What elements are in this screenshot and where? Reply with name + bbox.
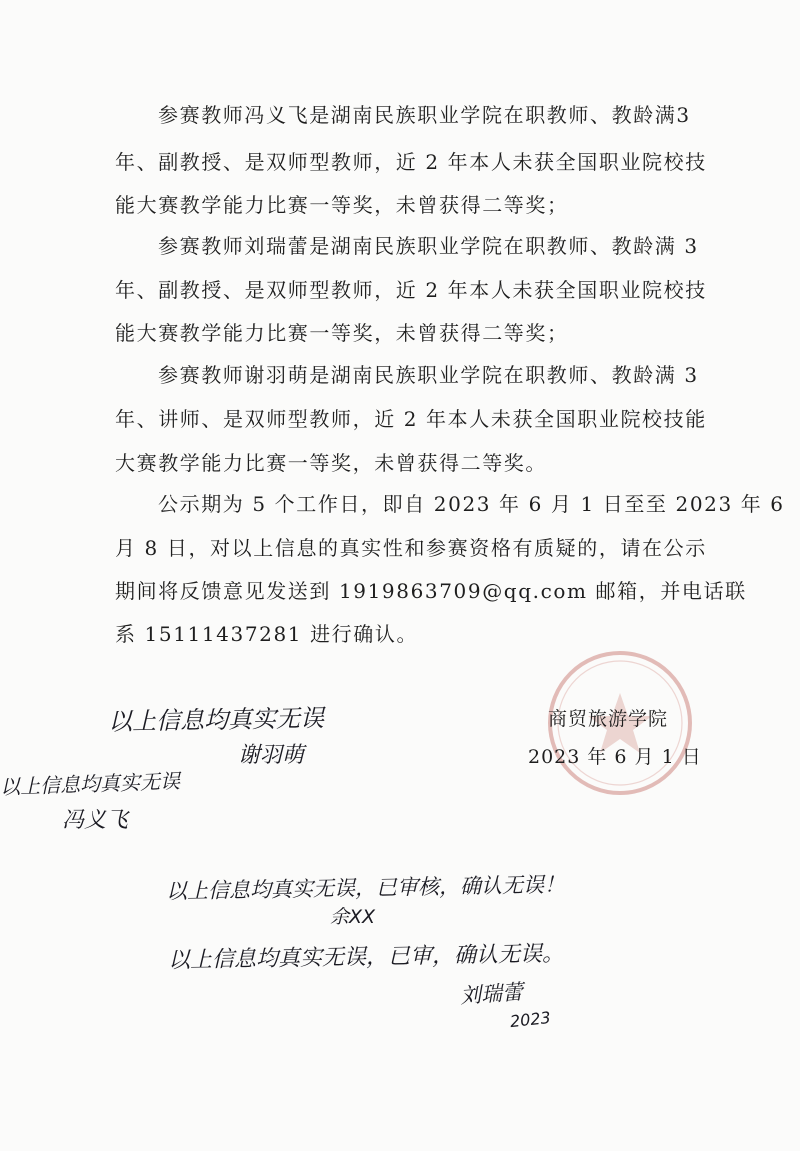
paragraph-4-line-3: 期间将反馈意见发送到 1919863709@qq.com 邮箱，并电话联 [115, 579, 747, 603]
handwritten-signature-3: 余XX [330, 906, 376, 928]
paragraph-4-line-1: 公示期为 5 个工作日，即自 2023 年 6 月 1 日至至 2023 年 6 [158, 492, 785, 516]
handwritten-note-1: 以上信息均真实无误 [107, 704, 325, 736]
paragraph-3-line-2: 年、讲师、是双师型教师，近 2 年本人未获全国职业院校技能 [115, 407, 707, 431]
organization-name: 商贸旅游学院 [548, 708, 669, 730]
paragraph-1-line-3: 能大赛教学能力比赛一等奖，未曾获得二等奖； [115, 193, 569, 217]
handwritten-note-2: 以上信息均真实无误 [0, 768, 181, 800]
paragraph-2-line-2: 年、副教授、是双师型教师，近 2 年本人未获全国职业院校技 [115, 278, 707, 302]
paragraph-3-line-1: 参赛教师谢羽萌是湖南民族职业学院在职教师、教龄满 3 [158, 363, 699, 387]
handwritten-note-4: 以上信息均真实无误，已审，确认无误。 [167, 941, 565, 974]
paragraph-4-line-4: 系 15111437281 进行确认。 [115, 622, 419, 646]
paragraph-2-line-3: 能大赛教学能力比赛一等奖，未曾获得二等奖； [115, 321, 569, 345]
handwritten-note-3: 以上信息均真实无误，已审核，确认无误！ [165, 872, 566, 904]
handwritten-signature-2: 冯义飞 [62, 808, 129, 833]
paragraph-4-line-2: 月 8 日，对以上信息的真实性和参赛资格有质疑的，请在公示 [115, 536, 707, 560]
sign-date: 2023 年 6 月 1 日 [528, 746, 702, 768]
handwritten-signature-1: 谢羽萌 [238, 743, 305, 768]
paragraph-3-line-3: 大赛教学能力比赛一等奖，未曾获得二等奖。 [115, 451, 547, 475]
paragraph-2-line-1: 参赛教师刘瑞蕾是湖南民族职业学院在职教师、教龄满 3 [158, 234, 699, 258]
handwritten-signature-4-date: 2023 [509, 1007, 552, 1032]
paragraph-1-line-1: 参赛教师冯义飞是湖南民族职业学院在职教师、教龄满3 [158, 103, 691, 127]
paragraph-1-line-2: 年、副教授、是双师型教师，近 2 年本人未获全国职业院校技 [115, 150, 707, 174]
handwritten-signature-4: 刘瑞蕾 [459, 979, 524, 1009]
